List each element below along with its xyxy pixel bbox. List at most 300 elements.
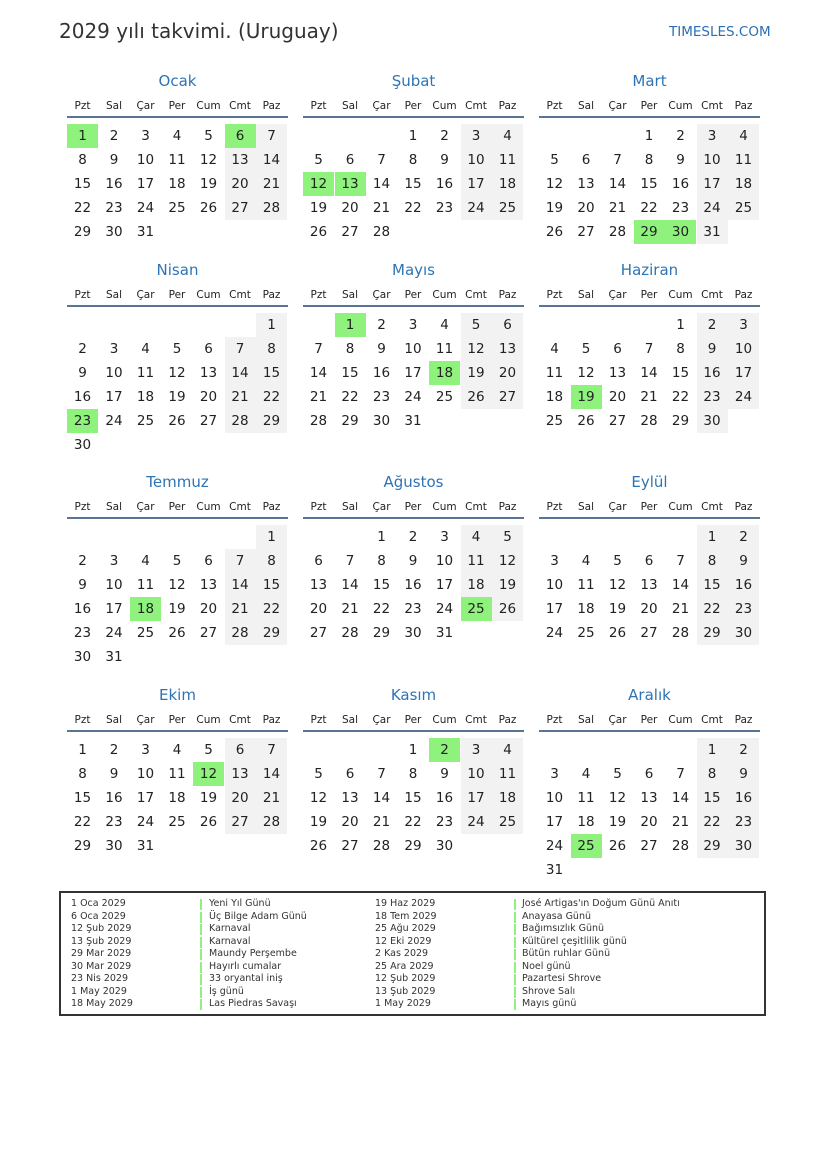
weekday-header: Sal	[577, 714, 595, 726]
day-cell: 5	[492, 525, 523, 549]
day-cell: 4	[492, 124, 523, 148]
weekday-header: Cum	[432, 714, 457, 726]
weekday-header: Paz	[734, 501, 753, 513]
legend-date: 6 Oca 2029	[71, 910, 126, 922]
day-cell: 19	[461, 361, 492, 385]
weekday-header: Cum	[196, 289, 221, 301]
day-cell: 16	[435, 790, 454, 806]
legend-marker	[514, 899, 516, 910]
day-cell: 12	[168, 365, 186, 381]
day-cell: 28	[225, 621, 256, 645]
day-cell: 26	[577, 413, 595, 429]
day-cell: 20	[341, 200, 359, 216]
header-divider	[67, 116, 288, 118]
weekday-header: Cmt	[229, 501, 251, 513]
day-cell: 21	[309, 389, 328, 405]
day-cell: 6	[204, 553, 213, 569]
header-divider	[67, 517, 288, 519]
day-cell: 18	[461, 573, 492, 597]
day-cell: 28	[341, 625, 359, 641]
weekday-header: Per	[168, 501, 186, 513]
day-cell: 7	[676, 766, 685, 782]
day-cell: 11	[168, 152, 186, 168]
day-cell: 30	[697, 409, 728, 433]
day-cell: 23	[728, 810, 759, 834]
weekday-header: Paz	[498, 100, 517, 112]
day-cell: 15	[697, 573, 728, 597]
weekday-header: Çar	[608, 714, 627, 726]
weekday-header: Çar	[136, 100, 155, 112]
day-cell: 24	[461, 810, 492, 834]
weekday-header: Çar	[372, 714, 391, 726]
day-cell: 7	[256, 738, 287, 762]
day-cell: 11	[728, 148, 759, 172]
day-cell: 7	[613, 152, 622, 168]
legend-date: 30 Mar 2029	[71, 960, 132, 972]
day-cell: 11	[492, 148, 523, 172]
legend-date: 25 Ara 2029	[375, 960, 434, 972]
day-cell: 22	[697, 810, 728, 834]
day-cell: 4	[728, 124, 759, 148]
day-cell: 6	[225, 738, 256, 762]
day-cell: 28	[256, 810, 287, 834]
day-cell: 23	[372, 389, 391, 405]
legend-holiday-name: José Artigas'ın Doğum Günü Anıtı	[522, 898, 680, 909]
weekday-header: Cum	[668, 100, 693, 112]
day-cell: 17	[728, 361, 759, 385]
weekday-header: Çar	[372, 501, 391, 513]
day-cell: 21	[341, 601, 359, 617]
day-cell: 25	[168, 200, 186, 216]
day-cell: 18	[577, 814, 595, 830]
header-divider	[303, 305, 524, 307]
day-cell: 8	[256, 337, 287, 361]
legend-date: 12 Şub 2029	[375, 973, 436, 984]
legend-marker	[200, 937, 202, 948]
legend-holiday-name: Mayıs günü	[522, 998, 577, 1009]
day-cell: 14	[256, 762, 287, 786]
day-cell: 16	[105, 790, 123, 806]
weekday-header: Cmt	[229, 714, 251, 726]
day-cell: 15	[372, 577, 391, 593]
day-cell: 26	[492, 597, 523, 621]
header-divider	[67, 305, 288, 307]
day-cell: 15	[73, 790, 92, 806]
day-cell: 1	[697, 738, 728, 762]
day-cell: 11	[545, 365, 564, 381]
day-cell: 27	[199, 625, 218, 641]
day-cell: 12	[461, 337, 492, 361]
day-cell: 15	[73, 176, 92, 192]
day-cell: 24	[136, 200, 155, 216]
page-title: 2029 yılı takvimi. (Uruguay)	[59, 19, 339, 43]
legend-holiday-name: Maundy Perşembe	[209, 948, 297, 959]
weekday-header: Sal	[341, 100, 359, 112]
day-cell: 28	[225, 409, 256, 433]
weekday-header: Per	[404, 100, 422, 112]
weekday-header: Paz	[498, 501, 517, 513]
day-cell: 22	[256, 597, 287, 621]
day-cell: 24	[697, 196, 728, 220]
day-cell: 16	[671, 176, 690, 192]
day-cell: 14	[671, 577, 690, 593]
day-cell: 21	[256, 786, 287, 810]
day-cell: 30	[73, 437, 92, 453]
weekday-header: Sal	[105, 289, 123, 301]
weekday-header: Cmt	[465, 714, 487, 726]
brand-link[interactable]: TIMESLES.COM	[669, 24, 771, 40]
weekday-header: Paz	[734, 100, 753, 112]
day-cell: 26	[168, 625, 186, 641]
day-cell: 27	[492, 385, 523, 409]
legend-marker	[200, 912, 202, 923]
day-cell: 22	[640, 200, 658, 216]
day-cell: 1	[676, 317, 685, 333]
legend-holiday-name: Pazartesi Shrove	[522, 973, 602, 984]
day-cell: 24	[105, 413, 123, 429]
day-cell: 4	[581, 766, 591, 782]
day-cell: 3	[440, 529, 449, 545]
day-cell: 3	[141, 128, 150, 144]
day-cell: 18	[168, 176, 186, 192]
weekday-header: Çar	[136, 714, 155, 726]
day-cell: 7	[225, 337, 256, 361]
weekday-header: Cum	[432, 289, 457, 301]
day-cell: 30	[372, 413, 391, 429]
day-cell: 31	[136, 224, 155, 240]
day-cell: 1	[408, 128, 418, 144]
day-cell: 2	[109, 742, 119, 758]
day-cell: 26	[461, 385, 492, 409]
legend-date: 12 Eki 2029	[375, 935, 432, 947]
day-cell: 3	[550, 553, 559, 569]
day-cell: 21	[671, 814, 690, 830]
weekday-header: Sal	[105, 100, 123, 112]
weekday-header: Çar	[608, 100, 627, 112]
legend-marker	[200, 899, 202, 910]
holiday-day-cell: 25	[461, 597, 492, 621]
day-cell: 14	[256, 148, 287, 172]
day-cell: 26	[309, 838, 328, 854]
day-cell: 4	[440, 317, 449, 333]
day-cell: 2	[728, 738, 759, 762]
day-cell: 17	[105, 389, 123, 405]
legend-date: 23 Nis 2029	[71, 973, 128, 984]
day-cell: 29	[671, 413, 690, 429]
day-cell: 10	[136, 152, 155, 168]
day-cell: 11	[461, 549, 492, 573]
holiday-day-cell: 23	[67, 409, 98, 433]
day-cell: 10	[545, 577, 564, 593]
day-cell: 20	[225, 172, 256, 196]
day-cell: 29	[697, 834, 728, 858]
legend-marker	[200, 924, 202, 935]
day-cell: 22	[256, 385, 287, 409]
weekday-header: Cum	[668, 501, 693, 513]
day-cell: 15	[404, 790, 422, 806]
legend-marker	[514, 949, 516, 960]
legend-holiday-name: Shrove Salı	[522, 985, 576, 997]
holiday-day-cell: 1	[335, 313, 366, 337]
day-cell: 26	[608, 625, 627, 641]
day-cell: 29	[73, 838, 92, 854]
day-cell: 24	[545, 625, 564, 641]
day-cell: 16	[372, 365, 391, 381]
day-cell: 27	[309, 625, 328, 641]
day-cell: 3	[141, 742, 150, 758]
day-cell: 19	[168, 601, 186, 617]
day-cell: 12	[608, 790, 627, 806]
day-cell: 20	[640, 814, 658, 830]
month-name: Eylül	[631, 473, 668, 491]
weekday-header: Paz	[262, 501, 281, 513]
day-cell: 6	[345, 152, 355, 168]
day-cell: 5	[172, 341, 182, 357]
day-cell: 30	[404, 625, 422, 641]
day-cell: 19	[492, 573, 523, 597]
day-cell: 16	[73, 389, 92, 405]
day-cell: 10	[461, 762, 492, 786]
day-cell: 2	[78, 341, 87, 357]
day-cell: 27	[640, 838, 658, 854]
day-cell: 25	[168, 814, 186, 830]
day-cell: 13	[640, 577, 658, 593]
day-cell: 21	[608, 200, 627, 216]
legend-holiday-name: Anayasa Günü	[522, 910, 592, 922]
day-cell: 17	[697, 172, 728, 196]
day-cell: 14	[225, 573, 256, 597]
day-cell: 11	[136, 577, 155, 593]
day-cell: 1	[78, 742, 87, 758]
holiday-day-cell: 6	[225, 124, 256, 148]
weekday-header: Per	[168, 714, 186, 726]
day-cell: 29	[73, 224, 92, 240]
day-cell: 15	[640, 176, 658, 192]
weekday-header: Sal	[577, 100, 595, 112]
legend-marker	[514, 924, 516, 935]
legend-holiday-name: Kültürel çeşitlilik günü	[522, 935, 627, 947]
day-cell: 2	[440, 128, 449, 144]
weekday-header: Çar	[372, 100, 391, 112]
day-cell: 12	[309, 790, 328, 806]
day-cell: 9	[109, 766, 119, 782]
day-cell: 23	[728, 597, 759, 621]
day-cell: 10	[435, 553, 454, 569]
day-cell: 17	[545, 601, 564, 617]
day-cell: 7	[314, 341, 323, 357]
legend-holiday-name: Bütün ruhlar Günü	[522, 948, 611, 959]
day-cell: 17	[435, 577, 454, 593]
legend-date: 13 Şub 2029	[375, 985, 436, 997]
day-cell: 6	[314, 553, 323, 569]
day-cell: 27	[608, 413, 627, 429]
legend-marker	[200, 962, 202, 973]
weekday-header: Cum	[196, 501, 221, 513]
holiday-day-cell: 12	[303, 172, 334, 196]
month-name: Haziran	[620, 261, 679, 279]
day-cell: 10	[105, 365, 123, 381]
day-cell: 18	[492, 172, 523, 196]
legend-holiday-name: Yeni Yıl Günü	[209, 898, 271, 909]
holiday-legend	[59, 891, 766, 1016]
day-cell: 20	[309, 601, 328, 617]
day-cell: 29	[256, 409, 287, 433]
holiday-day-cell: 13	[335, 172, 366, 196]
day-cell: 30	[73, 649, 92, 665]
day-cell: 7	[644, 341, 654, 357]
day-cell: 6	[644, 766, 654, 782]
day-cell: 31	[435, 625, 454, 641]
day-cell: 16	[404, 577, 422, 593]
day-cell: 24	[545, 838, 564, 854]
day-cell: 21	[225, 385, 256, 409]
day-cell: 21	[225, 597, 256, 621]
day-cell: 28	[640, 413, 658, 429]
day-cell: 4	[492, 738, 523, 762]
weekday-header: Cmt	[465, 100, 487, 112]
day-cell: 2	[78, 553, 87, 569]
day-cell: 3	[697, 124, 728, 148]
day-cell: 13	[199, 577, 218, 593]
day-cell: 15	[404, 176, 422, 192]
weekday-header: Cmt	[701, 100, 723, 112]
weekday-header: Paz	[262, 714, 281, 726]
day-cell: 4	[461, 525, 492, 549]
day-cell: 18	[168, 790, 186, 806]
day-cell: 22	[73, 200, 92, 216]
day-cell: 8	[377, 553, 386, 569]
day-cell: 22	[73, 814, 92, 830]
header-divider	[539, 116, 760, 118]
day-cell: 18	[545, 389, 564, 405]
legend-date: 12 Şub 2029	[71, 923, 132, 934]
day-cell: 11	[577, 577, 595, 593]
day-cell: 27	[640, 625, 658, 641]
day-cell: 5	[461, 313, 492, 337]
day-cell: 26	[199, 814, 218, 830]
weekday-header: Per	[168, 100, 186, 112]
day-cell: 11	[136, 365, 155, 381]
day-cell: 18	[492, 786, 523, 810]
day-cell: 27	[199, 413, 218, 429]
day-cell: 27	[225, 810, 256, 834]
day-cell: 13	[199, 365, 218, 381]
day-cell: 19	[199, 790, 218, 806]
header-divider	[303, 517, 524, 519]
day-cell: 17	[136, 790, 155, 806]
day-cell: 5	[204, 742, 213, 758]
day-cell: 28	[372, 838, 391, 854]
day-cell: 19	[608, 601, 627, 617]
day-cell: 24	[105, 625, 123, 641]
month-name: Nisan	[156, 261, 199, 279]
day-cell: 5	[613, 553, 622, 569]
day-cell: 9	[697, 337, 728, 361]
legend-date: 18 May 2029	[71, 998, 133, 1009]
day-cell: 13	[640, 790, 658, 806]
month-name: Şubat	[391, 72, 436, 90]
day-cell: 5	[550, 152, 559, 168]
weekday-header: Pzt	[546, 714, 563, 726]
day-cell: 26	[168, 413, 186, 429]
day-cell: 2	[408, 529, 418, 545]
day-cell: 8	[697, 762, 728, 786]
day-cell: 12	[545, 176, 564, 192]
month-name: Temmuz	[146, 473, 209, 491]
day-cell: 22	[372, 601, 391, 617]
legend-marker	[514, 987, 516, 998]
legend-holiday-name: Las Piedras Savaşı	[209, 998, 297, 1009]
day-cell: 25	[492, 196, 523, 220]
day-cell: 12	[168, 577, 186, 593]
weekday-header: Pzt	[546, 501, 563, 513]
day-cell: 10	[105, 577, 123, 593]
day-cell: 2	[377, 317, 386, 333]
day-cell: 9	[408, 553, 418, 569]
day-cell: 27	[577, 224, 595, 240]
day-cell: 16	[435, 176, 454, 192]
weekday-header: Cmt	[229, 289, 251, 301]
day-cell: 16	[697, 361, 728, 385]
weekday-header: Paz	[498, 714, 517, 726]
weekday-header: Sal	[341, 289, 359, 301]
holiday-day-cell: 12	[193, 762, 224, 786]
day-cell: 26	[309, 224, 328, 240]
day-cell: 2	[109, 128, 119, 144]
weekday-header: Per	[640, 289, 658, 301]
day-cell: 7	[377, 152, 386, 168]
weekday-header: Sal	[105, 501, 123, 513]
day-cell: 16	[728, 573, 759, 597]
day-cell: 13	[309, 577, 328, 593]
month-name: Ağustos	[383, 473, 444, 491]
month-name: Mayıs	[392, 261, 435, 279]
day-cell: 25	[577, 625, 595, 641]
day-cell: 13	[577, 176, 595, 192]
legend-holiday-name: Bağımsızlık Günü	[522, 923, 605, 934]
legend-holiday-name: Karnaval	[209, 935, 251, 947]
weekday-header: Çar	[136, 501, 155, 513]
day-cell: 3	[109, 553, 119, 569]
day-cell: 29	[341, 413, 359, 429]
day-cell: 9	[78, 365, 87, 381]
weekday-header: Cmt	[701, 289, 723, 301]
day-cell: 20	[199, 601, 218, 617]
day-cell: 27	[341, 838, 359, 854]
day-cell: 29	[256, 621, 287, 645]
weekday-header: Pzt	[310, 714, 327, 726]
month-name: Ekim	[159, 686, 196, 704]
legend-marker	[200, 974, 202, 985]
day-cell: 31	[136, 838, 155, 854]
header-divider	[67, 730, 288, 732]
weekday-header: Cmt	[465, 501, 487, 513]
day-cell: 25	[492, 810, 523, 834]
day-cell: 8	[408, 766, 418, 782]
legend-holiday-name: Noel günü	[522, 960, 571, 972]
header-divider	[303, 116, 524, 118]
legend-marker	[514, 962, 516, 973]
day-cell: 19	[168, 389, 186, 405]
legend-marker	[514, 937, 516, 948]
day-cell: 6	[613, 341, 622, 357]
day-cell: 6	[644, 553, 654, 569]
day-cell: 29	[372, 625, 391, 641]
holiday-day-cell: 2	[429, 738, 460, 762]
day-cell: 8	[676, 341, 685, 357]
day-cell: 11	[492, 762, 523, 786]
legend-marker	[514, 974, 516, 985]
